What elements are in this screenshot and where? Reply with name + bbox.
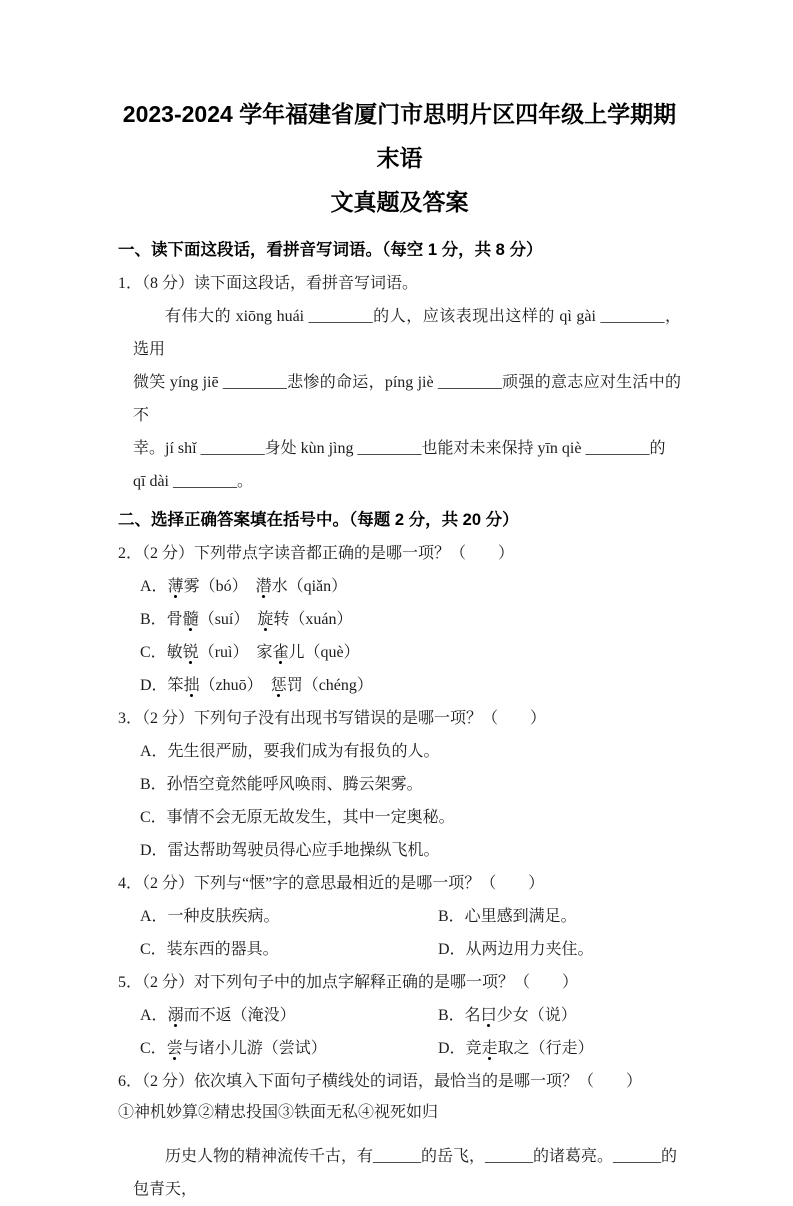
question-2-number: 2．: [118, 545, 143, 562]
paragraph-line: qī dài ________。: [133, 473, 253, 490]
page-title-line2: 文真题及答案: [330, 189, 469, 215]
question-6-score: （2 分）: [142, 1073, 195, 1090]
option-d: D．雷达帮助驾驶员得心应手地操纵飞机。: [140, 842, 440, 859]
page-title: [118, 92, 681, 224]
question-4: [118, 867, 681, 900]
question-6-text: 依次填入下面句子横线处的词语，最恰当的是哪一项？（ ）: [194, 1073, 643, 1090]
option-c: C．装东西的器具。: [140, 941, 279, 958]
option-c: C．事情不会无原无故发生，其中一定奥秘。: [140, 809, 455, 826]
question-3: [118, 702, 681, 735]
question-2-score: （2 分）: [142, 545, 195, 562]
option-d: D．笨拙（zhuō） 惩罚（chéng）: [140, 677, 373, 694]
option-b: B．名曰少女（说）: [438, 1007, 577, 1024]
question-5-options: [140, 999, 681, 1065]
question-6-number: 6．: [118, 1073, 143, 1090]
question-2: [118, 537, 681, 570]
option-b: B．心里感到满足。: [438, 908, 577, 925]
option-d: D．竞走取之（行走）: [438, 1040, 594, 1057]
section-1-heading: 一、读下面这段话，看拼音写词语。（每空 1 分，共 8 分）: [118, 241, 543, 259]
option-a: A．一种皮肤疾病。: [140, 908, 280, 925]
question-6-idiom-list: ①神机妙算②精忠投国③铁面无私④视死如归: [118, 1104, 439, 1121]
question-2-options: [140, 570, 681, 702]
question-5: [118, 966, 681, 999]
question-6: [118, 1065, 681, 1098]
question-1-number: 1．: [118, 275, 143, 292]
option-b: B．骨髓（suí） 旋转（xuán）: [140, 611, 353, 628]
option-c: C．敏锐（ruì） 家雀儿（què）: [140, 644, 360, 661]
question-5-number: 5．: [118, 974, 143, 991]
question-6-fill-sentence: 历史人物的精神流传千古，有______的岳飞，______的诸葛亮。______的包青天，: [133, 1148, 678, 1198]
question-4-options: [140, 900, 681, 966]
page-title-line1: 2023-2024 学年福建省厦门市思明片区四年级上学期期末语: [122, 101, 677, 171]
question-2-text: 下列带点字读音都正确的是哪一项？（ ）: [194, 545, 515, 562]
pinyin-paragraph: [133, 300, 681, 498]
question-1: [118, 267, 681, 300]
question-3-number: 3．: [118, 710, 143, 727]
question-5-text: 对下列句子中的加点字解释正确的是哪一项？（ ）: [194, 974, 579, 991]
question-1-score: （8 分）: [142, 275, 195, 292]
question-5-score: （2 分）: [142, 974, 195, 991]
question-4-number: 4．: [118, 875, 143, 892]
section-2-heading: 二、选择正确答案填在括号中。（每题 2 分，共 20 分）: [118, 511, 519, 529]
question-4-score: （2 分）: [142, 875, 195, 892]
question-3-options: [140, 735, 681, 867]
option-c: C．尝与诸小儿游（尝试）: [140, 1040, 327, 1057]
question-4-text: 下列与“惬”字的意思最相近的是哪一项？（ ）: [194, 875, 545, 892]
paragraph-line: 有伟大的 xiōng huái ________的人，应该表现出这样的 qì gài ________，选用: [133, 308, 681, 358]
question-1-text: 读下面这段话，看拼音写词语。: [194, 275, 419, 292]
option-b: B．孙悟空竟然能呼风唤雨、腾云架雾。: [140, 776, 423, 793]
paragraph-line: 幸。jí shǐ ________身处 kùn jìng ________也能对未来保持 yīn qiè ________的: [133, 440, 666, 457]
option-d: D．从两边用力夹住。: [438, 941, 594, 958]
option-a: A．先生很严励，要我们成为有报负的人。: [140, 743, 440, 760]
question-3-text: 下列句子没有出现书写错误的是哪一项？（ ）: [194, 710, 547, 727]
paragraph-line: 微笑 yíng jiē ________悲惨的命运，píng jiè ________顽强的意志应对生活中的不: [133, 374, 681, 424]
option-a: A．薄雾（bó） 潜水（qiǎn）: [140, 578, 348, 595]
question-3-score: （2 分）: [142, 710, 195, 727]
option-a: A．溺而不返（淹没）: [140, 1007, 296, 1024]
